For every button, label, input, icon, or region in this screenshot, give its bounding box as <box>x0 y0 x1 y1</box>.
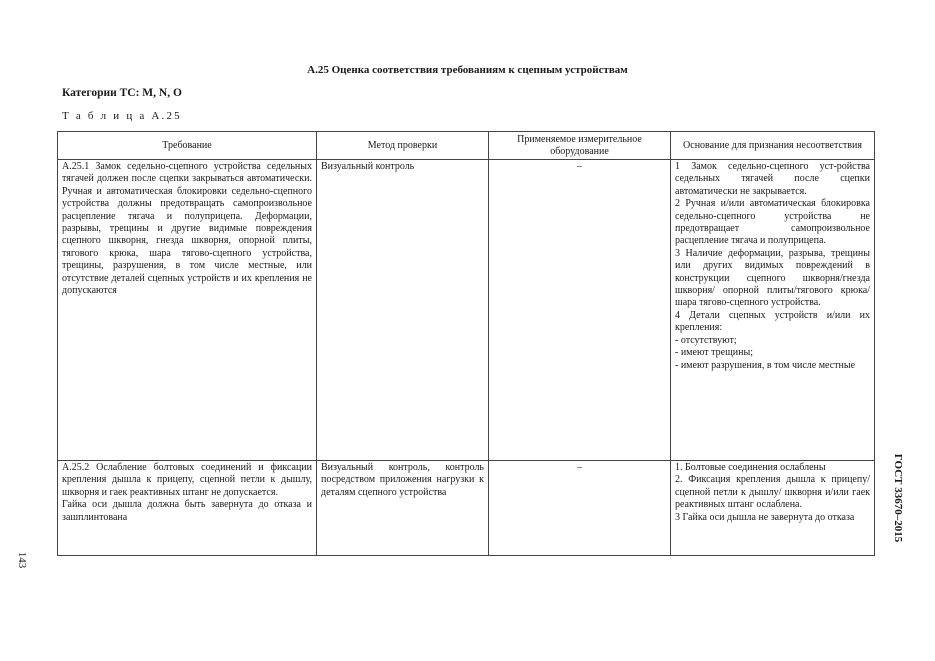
basis-item: 2. Фиксация крепления дышла к прицепу/сцепной петли к дышлу/ шкворня и/или гаек реактивных штанг ослаблена. <box>675 474 870 511</box>
equipment-cell: – <box>489 461 671 556</box>
basis-item: 2 Ручная и/или автоматическая блокировка седельно-сцепного устройства не предотвращает самопроизвольное расцепление тягача и полуприцепа. <box>675 198 870 247</box>
basis-item: 4 Детали сцепных устройств и/или их крепления: <box>675 309 870 334</box>
basis-item: 3 Гайка оси дышла не завернута до отказа <box>675 511 855 523</box>
basis-item: 1 Замок седельно-сцепного уст-ройства седельных тягачей после сцепки автоматически не закрывается. <box>675 161 870 197</box>
header-method: Метод проверки <box>317 132 489 160</box>
basis-item: - имеют разрушения, в том числе местные <box>675 359 856 371</box>
method-cell: Визуальный контроль, контроль посредством приложения нагрузки к деталям сцепного устройства <box>317 461 489 556</box>
section-title: А.25 Оценка соответствия требованиям к сцепным устройствам <box>307 64 628 76</box>
table-row <box>58 461 875 556</box>
basis-item: - имеют трещины; <box>675 347 753 359</box>
requirement-paragraph: Гайка оси дышла должна быть завернута до отказа и зашплинтована <box>62 499 312 523</box>
header-basis: Основание для признания несоответствия <box>671 132 875 160</box>
vehicle-categories: Категории ТС: M, N, O <box>62 87 182 99</box>
equipment-cell: – <box>489 160 671 461</box>
requirement-cell <box>58 461 317 556</box>
page-number: 143 <box>16 551 28 569</box>
table-header-row <box>58 132 875 160</box>
header-equipment: Применяемое измерительное оборудование <box>489 132 671 160</box>
requirement-cell: А.25.1 Замок седельно-сцепного устройства седельных тягачей должен после сцепки закрываться автоматически. Ручная и автоматическая блокировки седельно-сцепного устройства должны предотвращать самопроизвольное расцепление тягача и полуприцепа. Деформации, разрывы, трещины и другие видимые повреждения сцепного шкворня, гнезда шкворня, опорной плиты, тягового крюка, шара тягово-сцепного устройства, трещины, разрушения, в том числе местные, или отсутствие деталей сцепных устройств и их крепления не допускаются <box>58 160 317 461</box>
method-cell: Визуальный контроль <box>317 160 489 461</box>
table-row <box>58 160 875 461</box>
basis-item: 3 Наличие деформации, разрыва, трещины или других видимых повреждений в конструкции сцепного шкворня/гнезда шкворня/ опорной плиты/тягового крюка/ шара тягово-сцепного устройства. <box>675 247 870 309</box>
requirements-table <box>57 131 875 556</box>
basis-cell <box>671 461 875 556</box>
requirement-paragraph: А.25.2 Ослабление болтовых соединений и фиксации крепления дышла к прицепу, сцепной петли к дышлу, шкворня и гаек реактивных штанг не допускается. <box>62 462 312 498</box>
basis-item: - отсутствуют; <box>675 334 737 346</box>
header-requirement: Требование <box>58 132 317 160</box>
standard-code: ГОСТ 33670–2015 <box>892 453 904 543</box>
basis-item: 1. Болтовые соединения ослаблены <box>675 462 826 473</box>
basis-cell <box>671 160 875 461</box>
table-label: Т а б л и ц а А.25 <box>62 110 182 122</box>
